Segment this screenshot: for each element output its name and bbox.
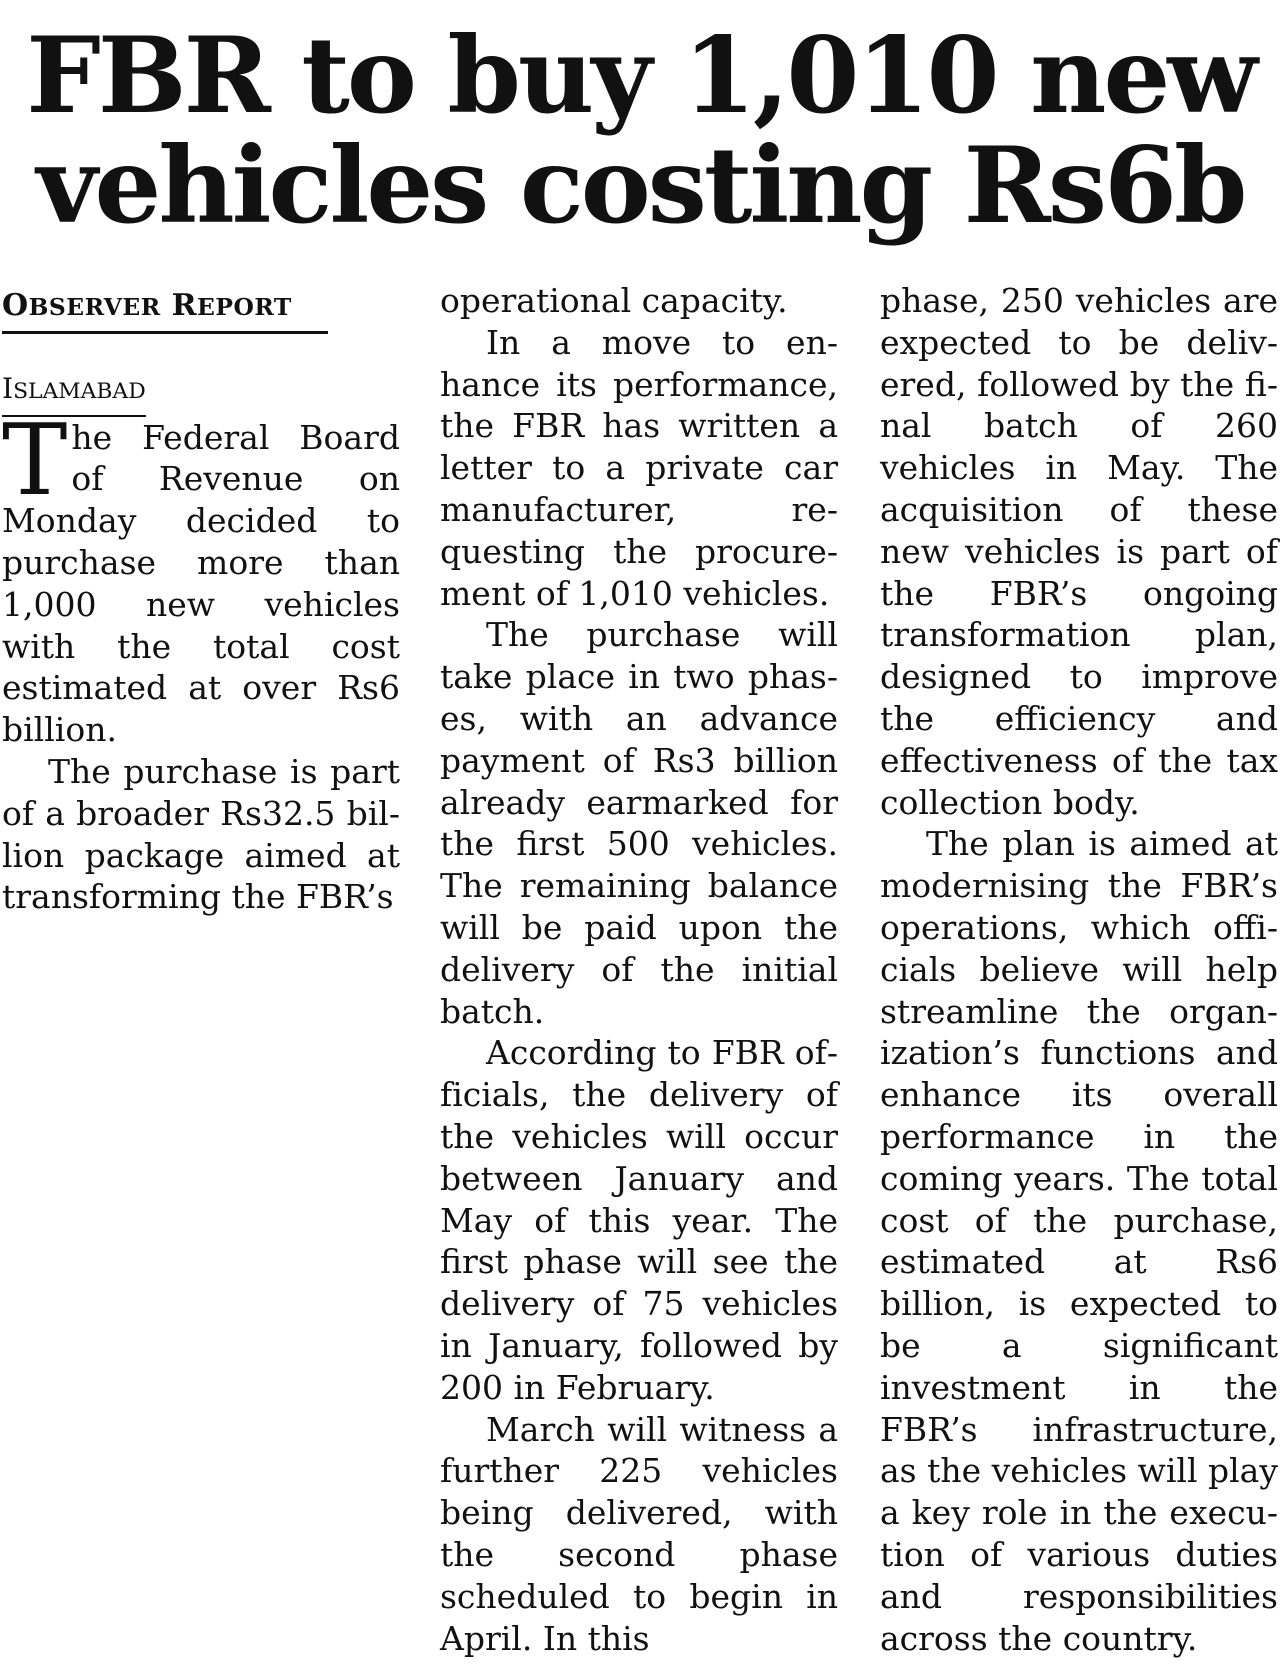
headline [0,13,1281,247]
byline-rest-2: EPORT [197,293,292,321]
paragraph-1 [2,403,400,751]
dateline-cap: I [2,371,14,405]
paragraph-3: In a move to enhance its performance, the FBR has written a letter to a private car manufacturer, requesting the procurement of 1,010 vehicles. [440,322,838,613]
paragraph-4: The purchase will take place in two phases, with an advance payment of Rs3 billion already earmarked for the first 500 vehicles. The remaining balance will be paid upon the delivery of the initial batch. [440,615,838,1031]
paragraph-6-part-2: phase, 250 vehicles are expected to be delivered, followed by the final batch of 260 vehicles in May. The acquisition of these new vehicles is part of the FBR’s ongoing transformation plan, designed to improve the efficiency and effectiveness of the tax collection body. [880,281,1278,822]
paragraph-7: The plan is aimed at modernising the FBR’s operations, which officials believe will help streamline the organization’s functions and enhance its overall performance in the coming years. The total cost of the purchase, estimated at Rs6 billion, is expected to be a significant investment in the FBR’s infrastructure, as the vehicles will play a key role in the execution of various duties and responsibilities across the country. [880,824,1278,1658]
headline-line-2: vehicles costing Rs6b [36,123,1245,247]
paragraph-1-text: he Federal Board of Revenue on Monday decided to purchase more than 1,000 new vehicles with the total cost estimated at over Rs6 billion. [2,417,400,750]
dateline-rest: SLAMABAD [13,378,146,404]
drop-cap: T [2,403,68,518]
article-column-2 [440,280,838,1659]
paragraph-6-part-1: March will witness a further 225 vehicles being delivered, with the second phase scheduled to begin in April. In this [440,1409,838,1658]
article-column-1 [2,280,400,918]
headline-line-1: FBR to buy 1,010 new [26,13,1255,137]
byline [2,285,328,334]
byline-cap-2: R [171,288,198,323]
article-column-3 [880,280,1278,1659]
paragraph-2-part-1: The purchase is part of a broader Rs32.5 billion package aimed at transforming the FBR’s [2,751,400,917]
dateline [2,368,146,417]
paragraph-5: According to FBR officials, the delivery of the vehicles will occur between January and May of this year. The first phase will see the delivery of 75 vehicles in January, followed by 200 in February. [440,1033,838,1407]
byline-cap-1: O [2,288,29,323]
paragraph-2-part-2: operational capacity. [440,281,788,320]
byline-rest-1: BSERVER [28,293,161,321]
